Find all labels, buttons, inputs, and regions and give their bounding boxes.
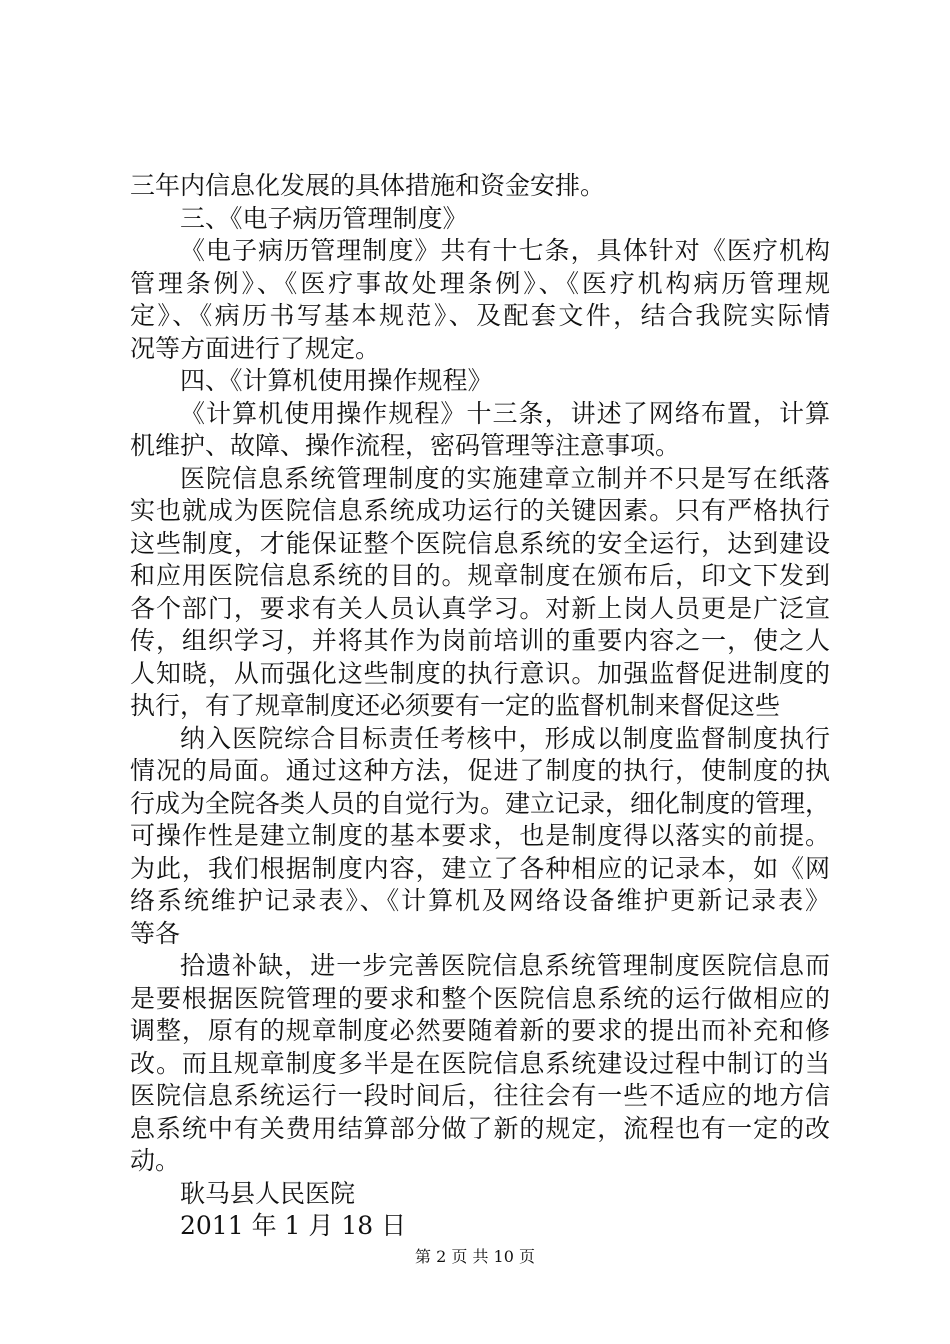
text-line: 实也就成为医院信息系统成功运行的关键因素。只有严格执行 [130, 496, 830, 525]
text-line: 拾遗补缺，进一步完善医院信息系统管理制度医院信息而 [180, 951, 830, 980]
text-line: 传，组织学习，并将其作为岗前培训的重要内容之一，使之人 [130, 626, 830, 655]
text-line: 医院信息系统管理制度的实施建章立制并不只是写在纸落 [180, 463, 830, 493]
text-line: 纳入医院综合目标责任考核中，形成以制度监督制度执行 [180, 723, 830, 753]
text-line: 为此，我们根据制度内容，建立了各种相应的记录本，如《网 [130, 853, 830, 883]
text-line: 息系统中有关费用结算部分做了新的规定，流程也有一定的改 [130, 1113, 830, 1143]
text-line: 耿马县人民医院 [180, 1178, 356, 1208]
text-line: 执行，有了规章制度还必须要有一定的监督机制来督促这些 [130, 691, 781, 720]
text-line: 可操作性是建立制度的基本要求，也是制度得以落实的前提。 [130, 821, 830, 850]
text-line: 动。 [130, 1146, 181, 1175]
text-line: 改。而且规章制度多半是在医院信息系统建设过程中制订的当 [130, 1048, 830, 1078]
document-body [130, 170, 830, 1243]
text-line: 四、《计算机使用操作规程》 [180, 366, 493, 395]
page-footer [0, 1244, 950, 1267]
text-line: 2011 年 1 月 18 日 [180, 1211, 407, 1240]
text-line: 等各 [130, 918, 181, 948]
text-line: 《电子病历管理制度》共有十七条，具体针对《医疗机构 [180, 236, 830, 265]
text-line: 《计算机使用操作规程》十三条，讲述了网络布置，计算 [180, 398, 830, 428]
text-line: 定》、《病历书写基本规范》、及配套文件，结合我院实际情 [130, 301, 830, 330]
text-line: 医院信息系统运行一段时间后，往往会有一些不适应的地方信 [130, 1081, 830, 1110]
text-line: 情况的局面。通过这种方法，促进了制度的执行，使制度的执 [130, 756, 830, 785]
text-line: 人知晓，从而强化这些制度的执行意识。加强监督促进制度的 [130, 658, 830, 688]
text-line: 管理条例》、《医疗事故处理条例》、《医疗机构病历管理规 [130, 268, 830, 298]
text-line: 是要根据医院管理的要求和整个医院信息系统的运行做相应的 [130, 983, 830, 1013]
text-line: 调整，原有的规章制度必然要随着新的要求的提出而补充和修 [130, 1016, 830, 1045]
text-line: 络系统维护记录表》、《计算机及网络设备维护更新记录表》 [130, 886, 830, 915]
text-line: 各个部门，要求有关人员认真学习。对新上岗人员更是广泛宣 [130, 593, 830, 623]
text-line: 行成为全院各类人员的自觉行为。建立记录，细化制度的管理， [130, 788, 831, 818]
text-line: 机维护、故障、操作流程，密码管理等注意事项。 [130, 431, 681, 460]
page-number-label: 第 2 页 共 10 页 [415, 1247, 535, 1266]
text-line: 三年内信息化发展的具体措施和资金安排。 [130, 171, 606, 200]
text-line: 这些制度，才能保证整个医院信息系统的安全运行，达到建设 [130, 528, 830, 558]
text-line: 况等方面进行了规定。 [130, 333, 381, 363]
text-line: 三、《电子病历管理制度》 [180, 203, 468, 233]
text-line: 和应用医院信息系统的目的。规章制度在颁布后，印文下发到 [130, 561, 830, 590]
